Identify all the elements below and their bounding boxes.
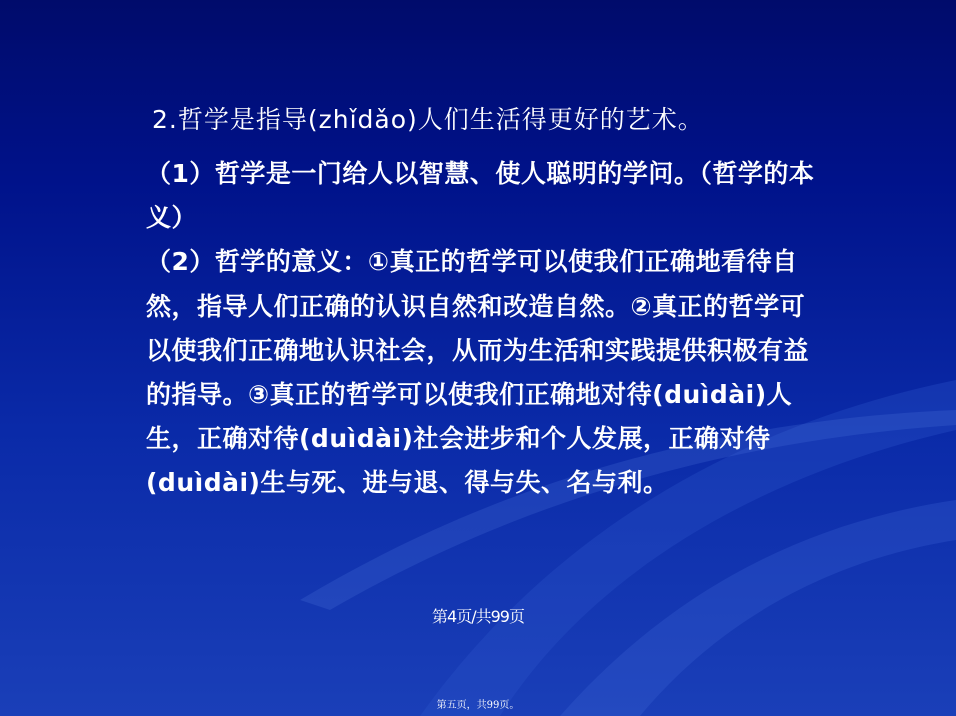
slide-heading: 2.哲学是指导(zhǐdǎo)人们生活得更好的艺术。 — [152, 105, 704, 134]
paragraph-significance: （2）哲学的意义：①真正的哲学可以使我们正确地看待自然，指导人们正确的认识自然和改造自然。②真正的哲学可以使我们正确地认识社会，从而为生活和实践提供积极有益的指导。③真正的哲学可以使我们正确地对待(duìdài)人生，正确对待(duìdài)社会进步和个人发展，正确对待(duìdài)生与死、进与退、得与失、名与利。 — [146, 247, 810, 498]
page-counter: 第4页/共99页 — [432, 607, 524, 626]
footer-note: 第五页，共99页。 — [436, 700, 520, 711]
slide-body — [146, 152, 824, 506]
paragraph-definition: （1）哲学是一门给人以智慧、使人聪明的学问。（哲学的本义） — [146, 159, 815, 233]
